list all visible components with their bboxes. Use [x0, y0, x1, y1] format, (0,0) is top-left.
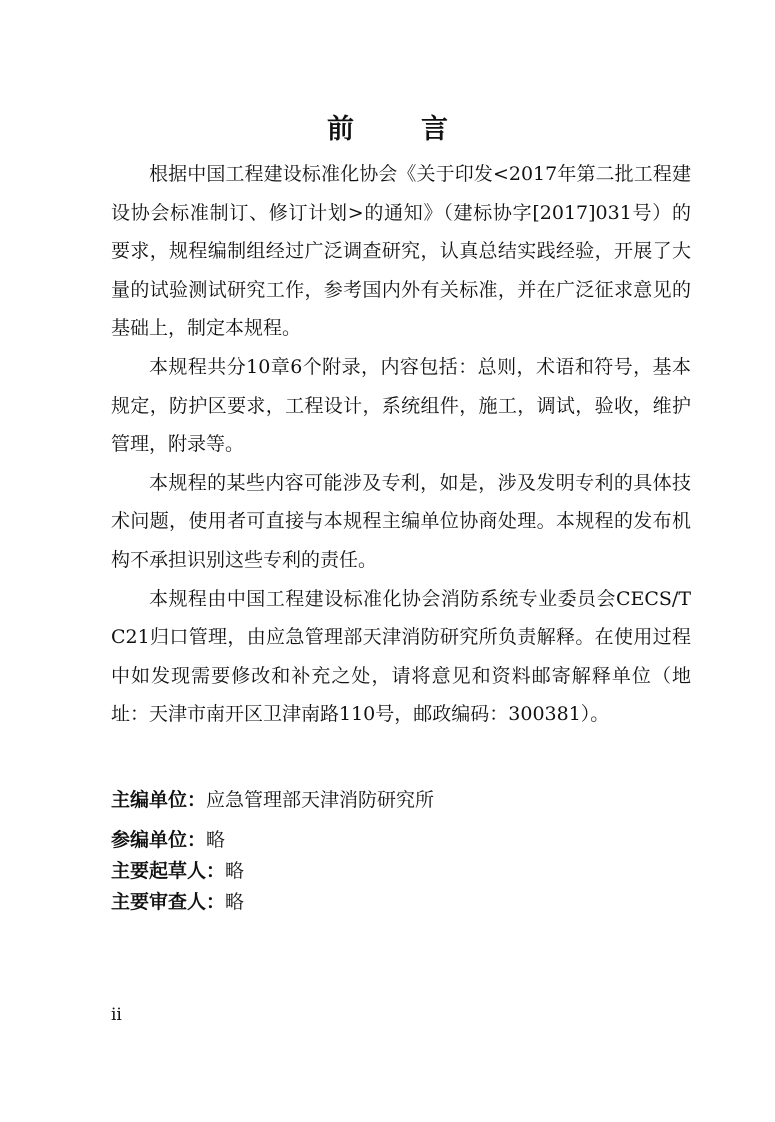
credit-label: 主要起草人： [111, 860, 226, 882]
credit-value: 略 [225, 860, 245, 882]
paragraph: 本规程由中国工程建设标准化协会消防系统专业委员会CECS/TC21归口管理，由应急管理部天津消防研究所负责解释。在使用过程中如发现需要修改和补充之处，请将意见和资料邮寄解释单位（地址：天津市南开区卫津南路110号，邮政编码：300381）。 [111, 587, 691, 726]
paragraph: 本规程的某些内容可能涉及专利，如是，涉及发明专利的具体技术问题，使用者可直接与本规程主编单位协商处理。本规程的发布机构不承担识别这些专利的责任。 [111, 471, 691, 571]
page-title: 前 言 [327, 114, 468, 145]
paragraph: 本规程共分10章6个附录，内容包括：总则，术语和符号，基本规定，防护区要求，工程设计，系统组件，施工，调试，验收，维护管理，附录等。 [111, 355, 691, 456]
credit-value: 略 [206, 829, 226, 851]
credit-chief-editor-unit [111, 781, 691, 825]
page-number: ii [111, 1005, 122, 1025]
credit-main-drafters [111, 856, 691, 887]
credits-block [111, 781, 691, 918]
credit-participating-unit [111, 825, 691, 856]
credit-label: 参编单位： [111, 829, 207, 851]
credit-value: 应急管理部天津消防研究所 [206, 789, 435, 811]
credit-label: 主要审查人： [111, 891, 226, 913]
credit-label: 主编单位： [111, 789, 207, 811]
credit-main-reviewers [111, 887, 691, 918]
document-body [111, 155, 691, 734]
credit-value: 略 [225, 891, 245, 913]
paragraph: 根据中国工程建设标准化协会《关于印发<2017年第二批工程建设协会标准制订、修订计划>的通知》（建标协字[2017]031号）的要求，规程编制组经过广泛调查研究，认真总结实践经验，开展了大量的试验测试研究工作，参考国内外有关标准，并在广泛征求意见的基础上，制定本规程。 [111, 163, 691, 340]
